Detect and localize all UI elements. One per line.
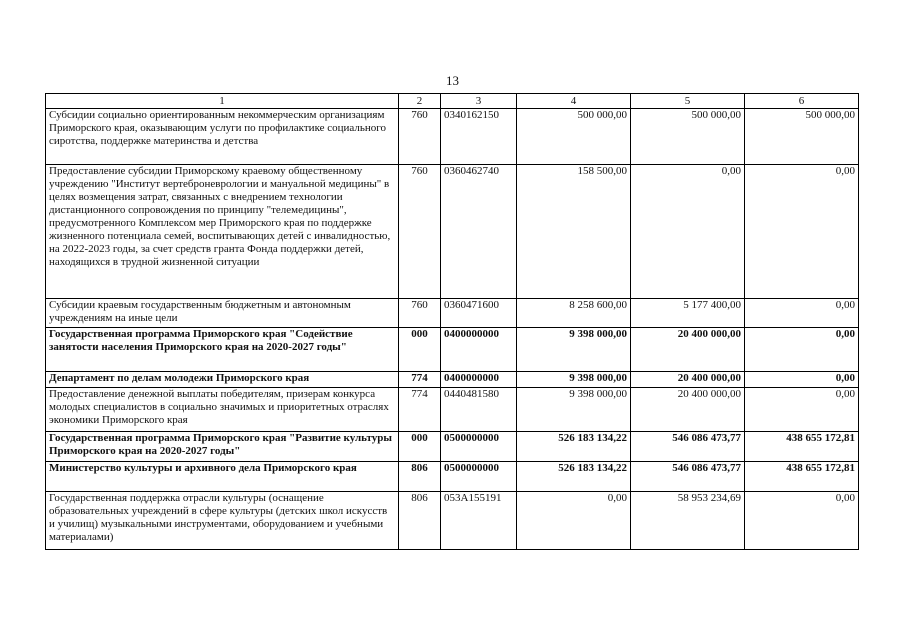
row-name: Предоставление субсидии Приморскому краевому общественному учреждению "Институт вертеброневрологии и мануальной медицины" в целях возмещения затрат, связанных с внедрением технологии дистанционного сопровождения по принципу "телемедицины", предусмотренного Комплексом мер Приморского края по поддержке жизненного потенциала семей, воспитывающих детей с инвалидностью, на 2022-2023 годы, за счет средств гранта Фонда поддержки детей, находящихся в трудной жизненной ситуации <box>46 165 399 299</box>
row-value-6: 0,00 <box>745 388 859 432</box>
column-header-5: 5 <box>631 94 745 109</box>
row-value-4: 158 500,00 <box>517 165 631 299</box>
row-value-5: 20 400 000,00 <box>631 372 745 388</box>
row-value-6: 0,00 <box>745 165 859 299</box>
table-row <box>46 372 859 388</box>
row-value-5: 0,00 <box>631 165 745 299</box>
row-value-4: 526 183 134,22 <box>517 432 631 462</box>
budget-table <box>45 93 859 550</box>
column-header-4: 4 <box>517 94 631 109</box>
column-header-3: 3 <box>441 94 517 109</box>
row-code: 760 <box>399 165 441 299</box>
row-code: 806 <box>399 492 441 550</box>
table-row <box>46 432 859 462</box>
row-target: 0500000000 <box>441 432 517 462</box>
row-value-5: 546 086 473,77 <box>631 462 745 492</box>
row-value-6: 0,00 <box>745 328 859 372</box>
row-target: 0400000000 <box>441 372 517 388</box>
row-value-5: 20 400 000,00 <box>631 328 745 372</box>
row-code: 000 <box>399 432 441 462</box>
row-value-4: 526 183 134,22 <box>517 462 631 492</box>
row-value-4: 9 398 000,00 <box>517 328 631 372</box>
row-target: 0500000000 <box>441 462 517 492</box>
row-code: 806 <box>399 462 441 492</box>
column-header-1: 1 <box>46 94 399 109</box>
row-value-6: 438 655 172,81 <box>745 462 859 492</box>
row-name: Субсидии социально ориентированным некоммерческим организациям Приморского края, оказывающим услуги по профилактике социального сиротства, поддержке материнства и детства <box>46 109 399 165</box>
row-value-4: 500 000,00 <box>517 109 631 165</box>
row-value-5: 5 177 400,00 <box>631 299 745 328</box>
row-name: Департамент по делам молодежи Приморского края <box>46 372 399 388</box>
table-row <box>46 109 859 165</box>
row-value-5: 20 400 000,00 <box>631 388 745 432</box>
row-target: 0440481580 <box>441 388 517 432</box>
row-value-5: 500 000,00 <box>631 109 745 165</box>
row-name: Государственная поддержка отрасли культуры (оснащение образовательных учреждений в сфере культуры (детских школ искусств и училищ) музыкальными инструментами, оборудованием и учебными материалами) <box>46 492 399 550</box>
row-name: Министерство культуры и архивного дела Приморского края <box>46 462 399 492</box>
row-name: Субсидии краевым государственным бюджетным и автономным учреждениям на иные цели <box>46 299 399 328</box>
table-row <box>46 299 859 328</box>
row-value-6: 0,00 <box>745 299 859 328</box>
table-row <box>46 492 859 550</box>
row-target: 0340162150 <box>441 109 517 165</box>
row-code: 000 <box>399 328 441 372</box>
page-number: 13 <box>446 73 459 88</box>
row-value-5: 546 086 473,77 <box>631 432 745 462</box>
row-value-4: 9 398 000,00 <box>517 372 631 388</box>
row-code: 760 <box>399 109 441 165</box>
row-value-6: 438 655 172,81 <box>745 432 859 462</box>
table-row <box>46 328 859 372</box>
row-target: 0400000000 <box>441 328 517 372</box>
row-value-4: 0,00 <box>517 492 631 550</box>
column-header-6: 6 <box>745 94 859 109</box>
row-value-4: 8 258 600,00 <box>517 299 631 328</box>
row-value-5: 58 953 234,69 <box>631 492 745 550</box>
row-code: 774 <box>399 388 441 432</box>
row-name: Предоставление денежной выплаты победителям, призерам конкурса молодых специалистов в социально значимых и приоритетных отраслях экономики Приморского края <box>46 388 399 432</box>
column-header-2: 2 <box>399 94 441 109</box>
row-value-4: 9 398 000,00 <box>517 388 631 432</box>
table-row <box>46 165 859 299</box>
row-target: 053A155191 <box>441 492 517 550</box>
row-target: 0360462740 <box>441 165 517 299</box>
table-row <box>46 462 859 492</box>
row-value-6: 0,00 <box>745 372 859 388</box>
row-target: 0360471600 <box>441 299 517 328</box>
row-code: 774 <box>399 372 441 388</box>
row-value-6: 500 000,00 <box>745 109 859 165</box>
row-name: Государственная программа Приморского края "Развитие культуры Приморского края на 2020-2027 годы" <box>46 432 399 462</box>
row-code: 760 <box>399 299 441 328</box>
row-name: Государственная программа Приморского края "Содействие занятости населения Приморского края на 2020-2027 годы" <box>46 328 399 372</box>
header-row <box>46 94 859 109</box>
table-row <box>46 388 859 432</box>
row-value-6: 0,00 <box>745 492 859 550</box>
